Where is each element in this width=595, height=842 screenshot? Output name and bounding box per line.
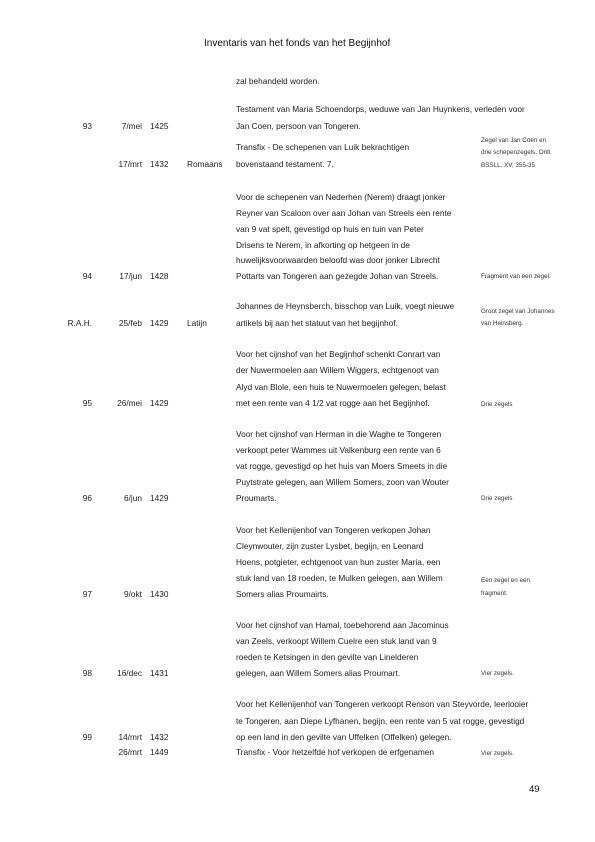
entry-text-line: Pottarts van Tongeren aan gezegde Johan van Streels. <box>236 271 439 281</box>
entry-year: 1432 <box>150 159 169 169</box>
entry-number: 98 <box>82 668 92 678</box>
entry-number: 99 <box>82 732 92 742</box>
entry-day: 17/jun <box>119 271 142 281</box>
entry-text-line: artikels bij aan het statuut van het begijnhof. <box>236 318 398 328</box>
entry-text-line: met een rente van 4 1/2 vat rogge aan het Begijnhof. <box>236 398 430 408</box>
entry-text-line: Transfix - Voor hetzelfde hof verkopen de erfgenamen <box>236 747 435 757</box>
entry-text-line: verkoopt peter Wammes uit Valkenburg een rente van 6 <box>236 445 441 455</box>
entry-text-line: op een land in den gevilte van Uffelken (Offelken) gelegen. <box>236 732 452 742</box>
entry-day: 14/mrt <box>118 732 142 742</box>
entry-day: 25/feb <box>118 318 142 328</box>
entry-text-line: Voor het cijnshof van het Begijnhof schenkt Conrart van <box>236 349 441 359</box>
entry-language: Latijn <box>187 318 207 328</box>
entry-note-line: Groot zegel van Johannes <box>481 308 555 315</box>
entry-note-line: Drie zegels <box>481 495 513 502</box>
entry-note-line: BSSLL. XV, 355-35 <box>481 162 536 169</box>
entry-text-line: Voor de schepenen van Nederhen (Nerem) draagt jonker <box>236 192 446 202</box>
entry-text-line: Jan Coen, persoon van Tongeren. <box>236 121 361 131</box>
entry-day: 26/mrt <box>118 747 142 757</box>
entry-text-line: Somers alias Proumairts. <box>236 589 329 599</box>
intro-line: zal behandeld worden. <box>236 76 320 86</box>
entry-text-line: Testament van Maria Schoendorps, weduwe van Jan Huynkens, verleden voor <box>236 104 525 114</box>
entry-day: 16/dec <box>117 668 142 678</box>
entry-year: 1429 <box>150 318 169 328</box>
entry-year: 1432 <box>150 732 169 742</box>
entry-note-line: Vier zegels. <box>481 670 514 677</box>
entry-text-line: Cleynwouter, zijn zuster Lysbet, begijn, en Leonard <box>236 541 424 551</box>
entry-year: 1429 <box>150 398 169 408</box>
entry-day: 7/mei <box>121 121 142 131</box>
entry-text-line: te Tongeren, aan Diepe Lyfhanen, begijn, een rente van 5 vat rogge, gevestigd <box>236 716 525 726</box>
entry-text-line: Voor het cijnshof van Hamal, toebehorend aan Jacominus <box>236 620 449 630</box>
entry-note-line: Een zegel en een <box>481 577 531 584</box>
entry-day: 17/mrt <box>118 159 142 169</box>
entry-text-line: gelegen, aan Willem Somers alias Proumart. <box>236 668 401 678</box>
entry-year: 1431 <box>150 668 169 678</box>
entry-note-line: van Heinsberg. <box>481 320 524 327</box>
entry-year: 1425 <box>150 121 169 131</box>
entry-number: 97 <box>82 589 92 599</box>
entry-note-line: Fragment van een zegel. <box>481 273 551 280</box>
entry-day: 6/jun <box>124 493 142 503</box>
entry-text-line: Proumarts. <box>236 493 277 503</box>
entry-language: Romaans <box>187 159 223 169</box>
entry-text-line: stuk land van 18 roeden, te Mulken gelegen, aan Willem <box>236 573 443 583</box>
entry-year: 1430 <box>150 589 169 599</box>
entry-text-line: der Nuwermoelen aan Willem Wiggers, echtgenoot van <box>236 365 439 375</box>
entry-text-line: Transfix - De schepenen van Luik bekrachtigen <box>236 142 410 152</box>
entry-text-line: Voor het cijnshof van Herman in die Waghe te Tongeren <box>236 429 442 439</box>
entry-text-line: van Zeels, verkoopt Willem Cuelre een stuk land van 9 <box>236 636 437 646</box>
entry-number: R.A.H. <box>67 318 92 328</box>
entry-year: 1449 <box>150 747 169 757</box>
entry-note-line: Zegel van Jan Coen en <box>481 137 547 144</box>
page-header: Inventaris van het fonds van het Begijnhof <box>204 38 391 49</box>
entry-number: 94 <box>82 271 92 281</box>
entry-text-line: Reyner van Scaloon over aan Johan van Streels een rente <box>236 208 452 218</box>
entry-text-line: Johannes de Heynsberch, bisschop van Luik, voegt nieuwe <box>236 301 455 311</box>
entry-text-line: Voor het Kellenijenhof van Tongeren verkoopt Renson van Steyvorde, leerlooier <box>236 699 529 709</box>
entry-text-line: Drisens te Nerem, in afkorting op hetgeen in de <box>236 240 410 250</box>
entry-day: 26/mei <box>117 398 142 408</box>
page-number: 49 <box>529 784 540 795</box>
entry-text-line: van 9 vat spelt, gevestigd op huis en tuin van Peter <box>236 224 424 234</box>
entry-number: 95 <box>82 398 92 408</box>
entry-note-line: drie schepenzegels. Ontl. <box>481 149 553 156</box>
entry-text-line: Alyd van Blole, een huis te Nuwermoelen gelegen, belast <box>236 382 446 392</box>
entry-text-line: bovenstaand testament. 7. <box>236 159 334 169</box>
entry-number: 93 <box>82 121 92 131</box>
entry-number: 96 <box>82 493 92 503</box>
entry-text-line: Puytstrate gelegen, aan Willem Somers, zoon van Wouter <box>236 477 449 487</box>
entry-text-line: roeden te Ketsingen in den gevilte van Linelderen <box>236 652 419 662</box>
entry-text-line: huwelijksvoorwaarden beloofd was door jonker Librecht <box>236 255 440 265</box>
entry-day: 9/okt <box>124 589 142 599</box>
entry-text-line: vat rogge, gevestigd op het huis van Moers Smeets in die <box>236 461 448 471</box>
entry-year: 1429 <box>150 493 169 503</box>
entry-text-line: Hoens, potgieter, echtgenoot van hun zuster Maria, een <box>236 557 441 567</box>
entry-text-line: Voor het Kellenijenhof van Tongeren verkopen Johan <box>236 525 431 535</box>
entry-note-line: Drie zegels <box>481 401 513 408</box>
entry-note-line: fragment. <box>481 590 508 597</box>
entry-year: 1428 <box>150 271 169 281</box>
entry-note-line: Vier zegels. <box>481 750 514 757</box>
